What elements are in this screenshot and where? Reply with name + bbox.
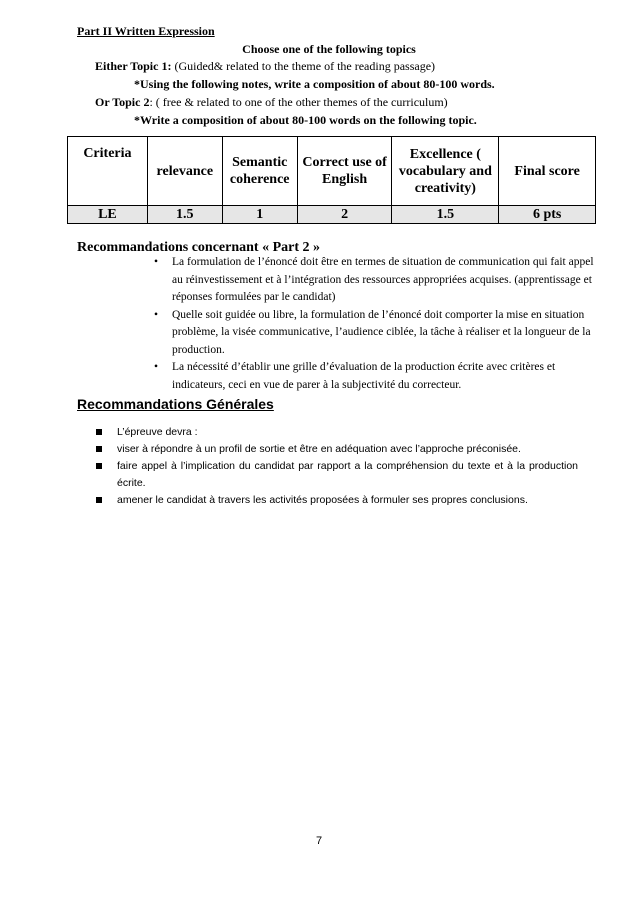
list-item	[154, 359, 594, 394]
criteria-header-cell: relevance	[147, 137, 222, 206]
list-item-text: viser à répondre à un profil de sortie et être en adéquation avec l’approche préconisée.	[117, 443, 521, 455]
criteria-header-cell: Semantic coherence	[222, 137, 297, 206]
criteria-value-cell: 1.5	[392, 206, 499, 224]
choose-topics-heading: Choose one of the following topics	[242, 42, 416, 56]
criteria-table	[67, 136, 596, 224]
list-item	[96, 424, 578, 441]
topic1-text: (Guided& related to the theme of the reading passage)	[171, 59, 436, 73]
criteria-header-cell: Correct use of English	[297, 137, 392, 206]
topic2-text: : ( free & related to one of the other themes of the curriculum)	[149, 95, 448, 109]
list-item	[96, 492, 578, 509]
square-bullet-icon	[96, 446, 102, 452]
criteria-header-cell: Final score	[499, 137, 596, 206]
topic2-label: Or Topic 2	[95, 95, 150, 109]
list-item-text: La nécessité d’établir une grille d’évaluation de la production écrite avec critères et indicateurs, ceci en vue de parer à la subjectivité du correcteur.	[172, 361, 556, 391]
criteria-value-cell: 2	[297, 206, 392, 224]
recommandations-part2-title: Recommandations concernant « Part 2 »	[77, 240, 321, 255]
criteria-header-row	[68, 137, 596, 206]
topic1-label: Either Topic 1:	[95, 59, 172, 73]
list-item-text: La formulation de l’énoncé doit être en termes de situation de communication qui fait appel au réinvestissement et à l’intégration des ressources appropriées acquises. (apprentissage et réponses formulées par le candidat)	[172, 256, 594, 303]
recommandations-generales-title: Recommandations Générales	[77, 396, 274, 412]
square-bullet-icon	[96, 463, 102, 469]
list-item-text: L’épreuve devra :	[117, 426, 198, 438]
list-item	[96, 458, 578, 492]
square-bullet-icon	[96, 429, 102, 435]
list-item-text: Quelle soit guidée ou libre, la formulation de l’énoncé doit comporter la mise en situation problème, la visée communicative, l’audience ciblée, la tâche à réaliser et la longueur de la production.	[172, 308, 591, 356]
criteria-value-cell: 1	[222, 206, 297, 224]
bullet-dot-icon: •	[154, 308, 159, 321]
page-number: 7	[315, 835, 323, 847]
criteria-header-cell: Excellence ( vocabulary and creativity)	[392, 137, 499, 206]
criteria-values-row	[68, 206, 596, 224]
list-item	[96, 441, 578, 458]
recommandations-part2-list	[154, 254, 594, 394]
bullet-dot-icon: •	[154, 256, 159, 268]
recommandations-generales-list	[96, 424, 578, 509]
criteria-header-cell: Criteria	[68, 137, 148, 206]
list-item	[154, 254, 594, 307]
topic2-line	[95, 95, 448, 110]
criteria-value-cell: 6 pts	[499, 206, 596, 224]
topic1-line	[95, 59, 435, 74]
part-title: Part II Written Expression	[77, 24, 215, 38]
square-bullet-icon	[96, 497, 102, 503]
criteria-value-cell: LE	[68, 206, 148, 224]
topic2-instruction: *Write a composition of about 80-100 words on the following topic.	[134, 113, 477, 127]
criteria-value-cell: 1.5	[147, 206, 222, 224]
list-item	[154, 307, 594, 360]
topic1-instruction: *Using the following notes, write a composition of about 80-100 words.	[134, 77, 495, 91]
list-item-text: amener le candidat à travers les activités proposées à formuler ses propres conclusions.	[117, 494, 528, 506]
list-item-text: faire appel à l’implication du candidat par rapport a la compréhension du texte et à la production écrite.	[117, 460, 578, 489]
bullet-dot-icon: •	[154, 361, 159, 373]
